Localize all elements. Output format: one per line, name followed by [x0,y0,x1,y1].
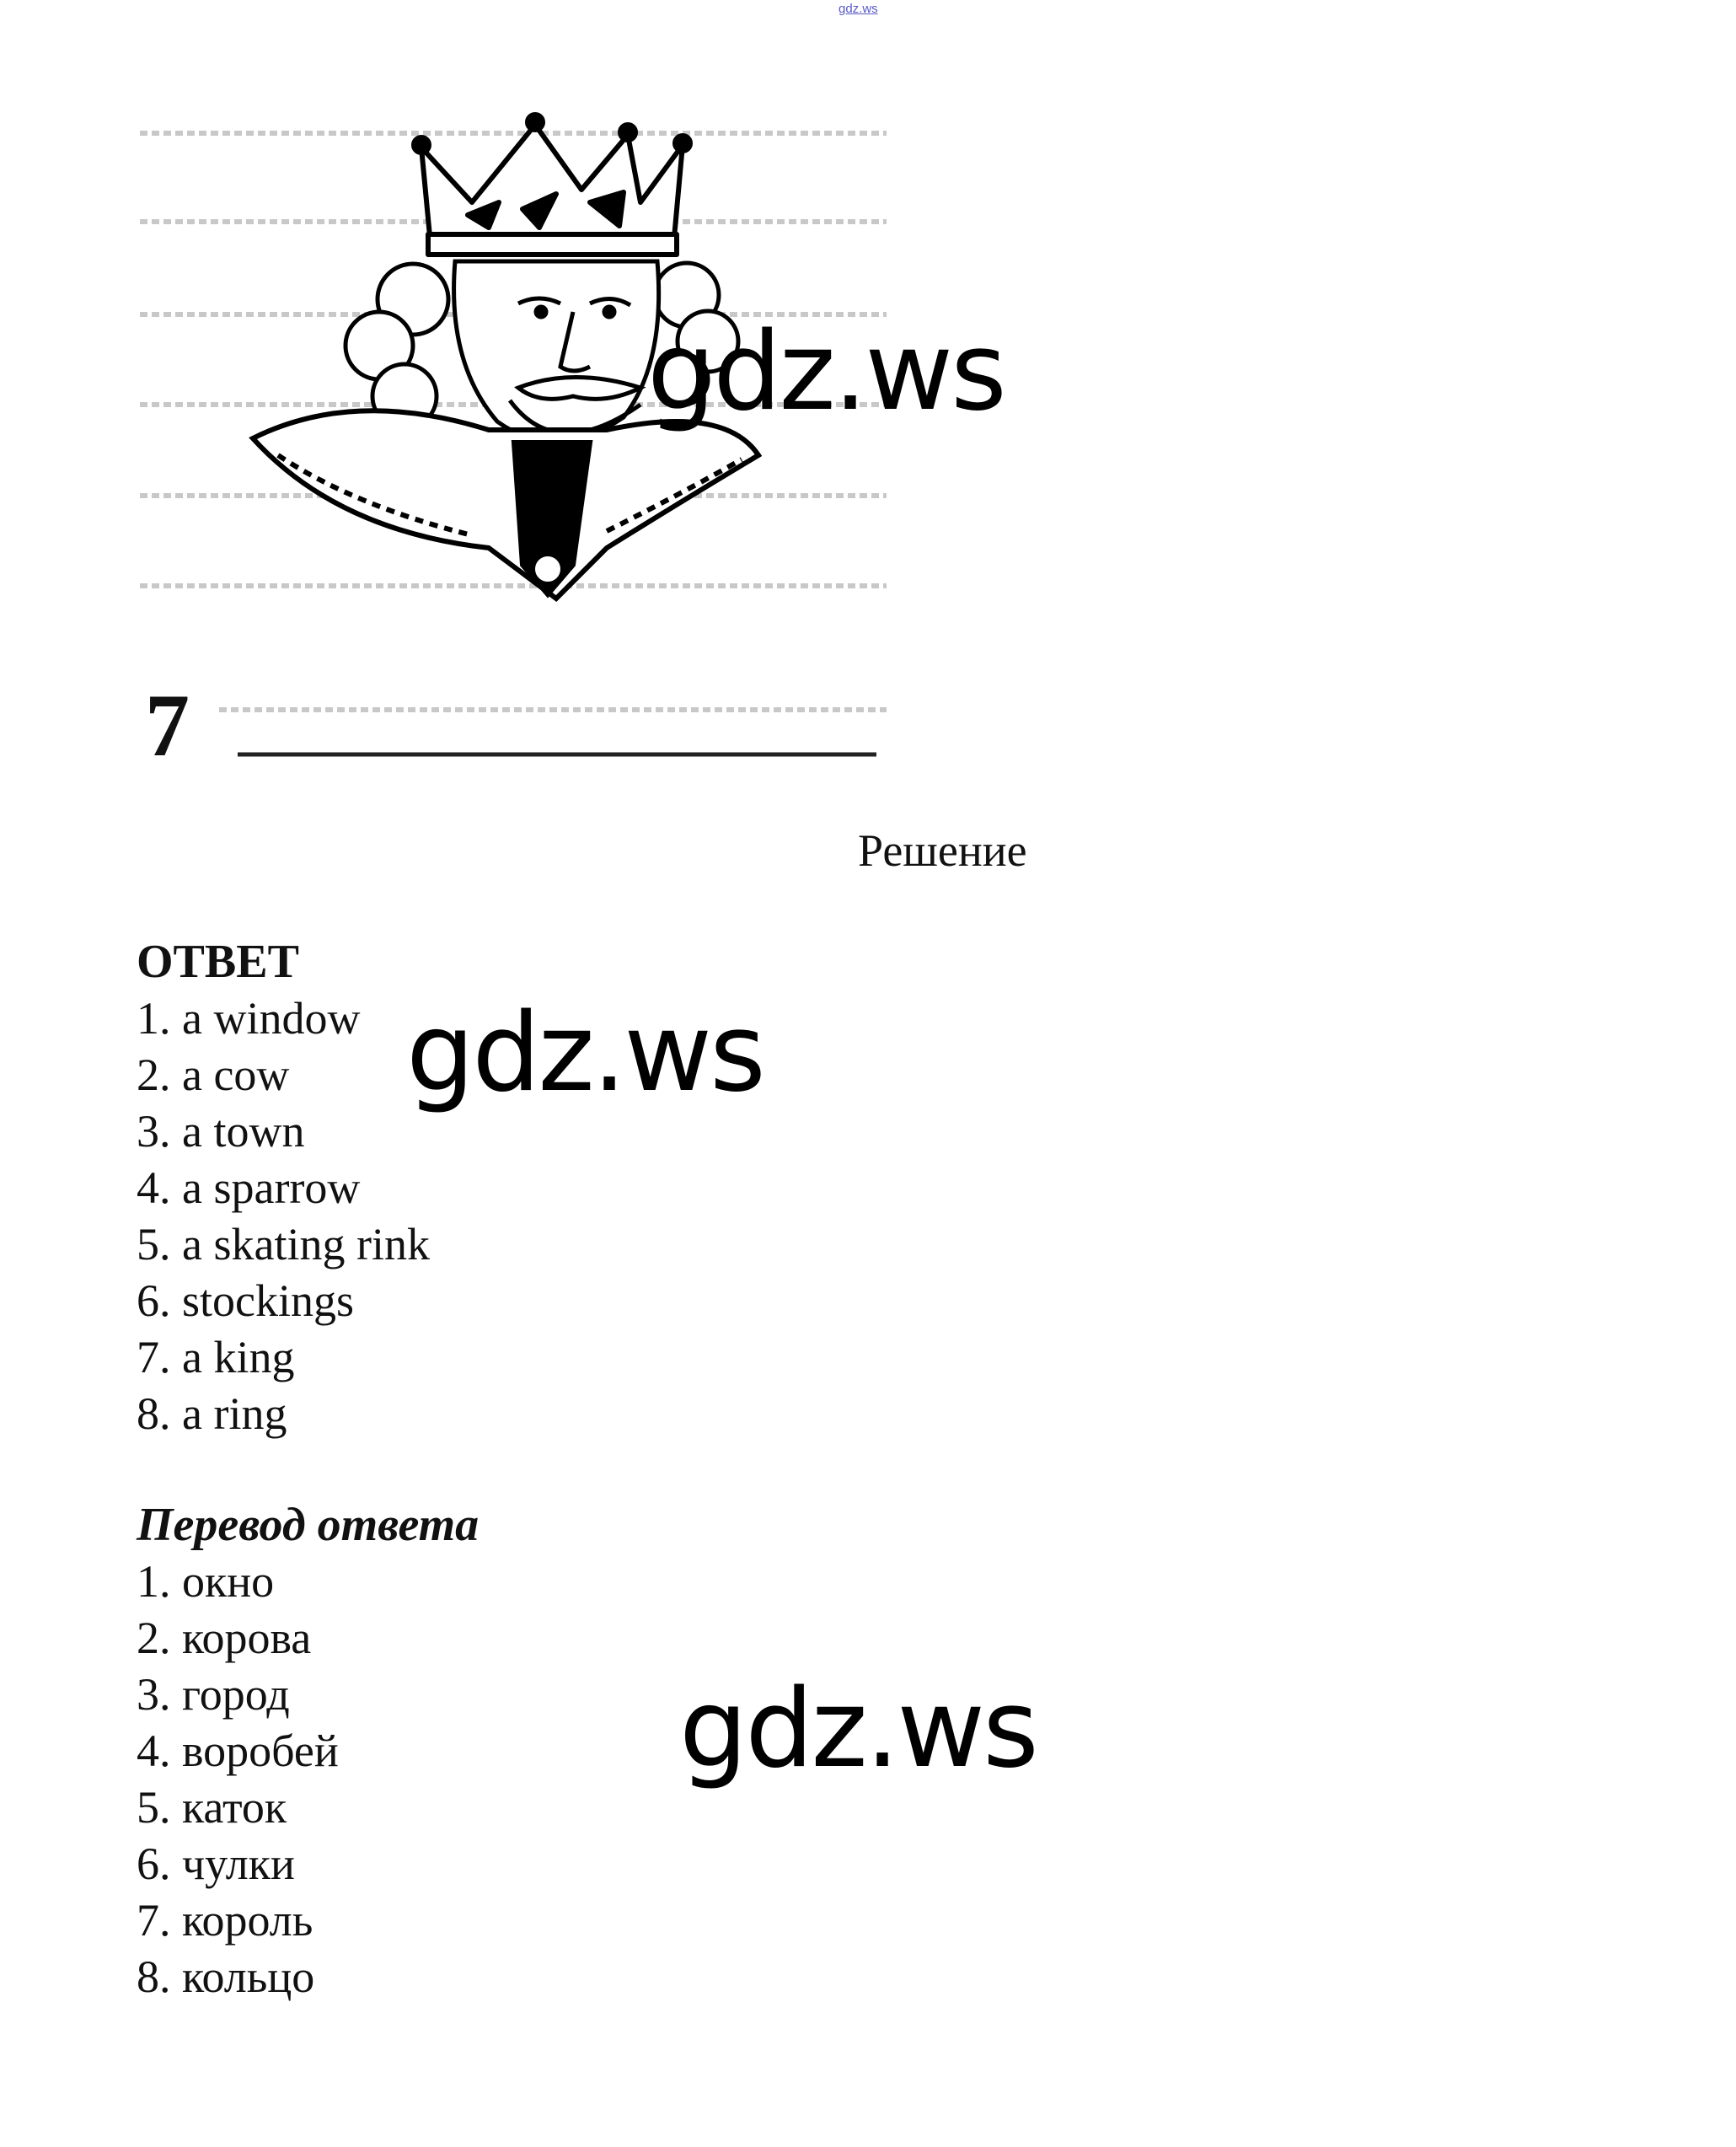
source-link[interactable]: gdz.ws [839,2,878,16]
list-item: 6. чулки [137,1838,295,1889]
answer-block [137,934,430,1442]
answer-list [137,990,430,1442]
list-item: 6. stockings [137,1275,355,1326]
list-item: 7. король [137,1895,313,1946]
translation-title: Перевод ответа [137,1499,480,1551]
list-item: 3. город [137,1669,290,1720]
list-item: 5. a skating rink [137,1219,430,1269]
face [454,261,659,442]
list-item: 8. кольцо [137,1951,315,2002]
solution-heading: Решение [858,825,1027,876]
watermark: gdz.ws [647,309,1005,435]
list-item: 1. окно [137,1556,275,1607]
list-item: 2. корова [137,1613,312,1663]
answer-title: ОТВЕТ [137,936,299,988]
translation-list [137,1554,479,2005]
king-illustration [135,110,893,784]
list-item: 7. a king [137,1332,295,1382]
watermark: gdz.ws [679,1667,1037,1792]
watermark: gdz.ws [406,990,764,1116]
collar [253,411,758,598]
list-item: 3. a town [137,1106,305,1157]
list-item: 1. a window [137,993,361,1044]
list-item: 4. a sparrow [137,1162,361,1213]
list-item: 2. a cow [137,1049,290,1100]
list-item: 5. каток [137,1782,287,1833]
list-item: 8. a ring [137,1388,287,1439]
task-number: 7 [145,676,190,775]
list-item: 4. воробей [137,1726,339,1776]
translation-block [137,1497,479,2005]
